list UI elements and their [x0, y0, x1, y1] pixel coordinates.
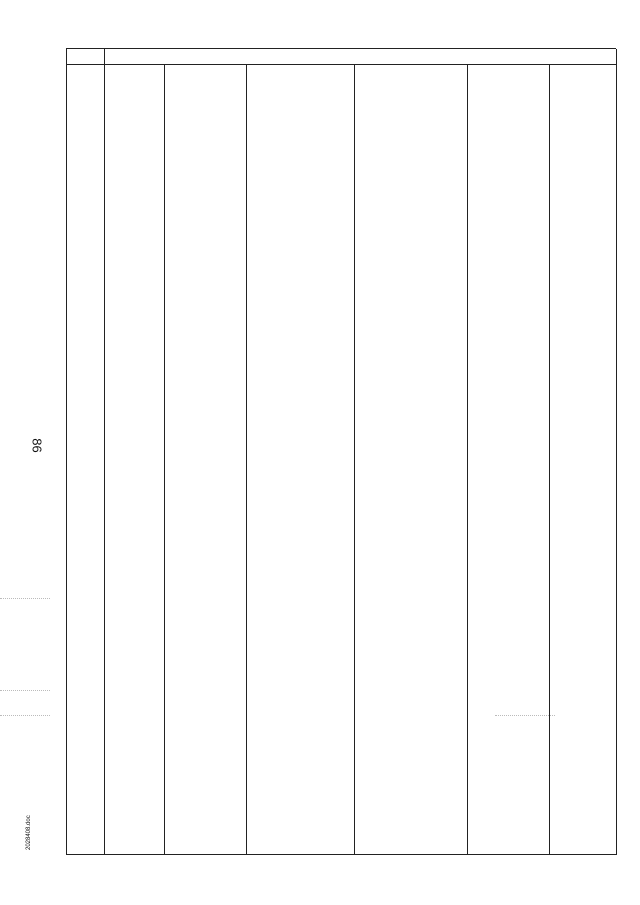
- page-number: 86: [29, 438, 45, 453]
- scan-dash-1: [0, 598, 50, 599]
- scan-dash-3: [0, 715, 50, 716]
- services-table: [66, 49, 616, 855]
- rotated-table-wrapper: [66, 49, 616, 855]
- document-id: 2028408.doc: [26, 815, 32, 850]
- scan-dash-2: [0, 690, 50, 691]
